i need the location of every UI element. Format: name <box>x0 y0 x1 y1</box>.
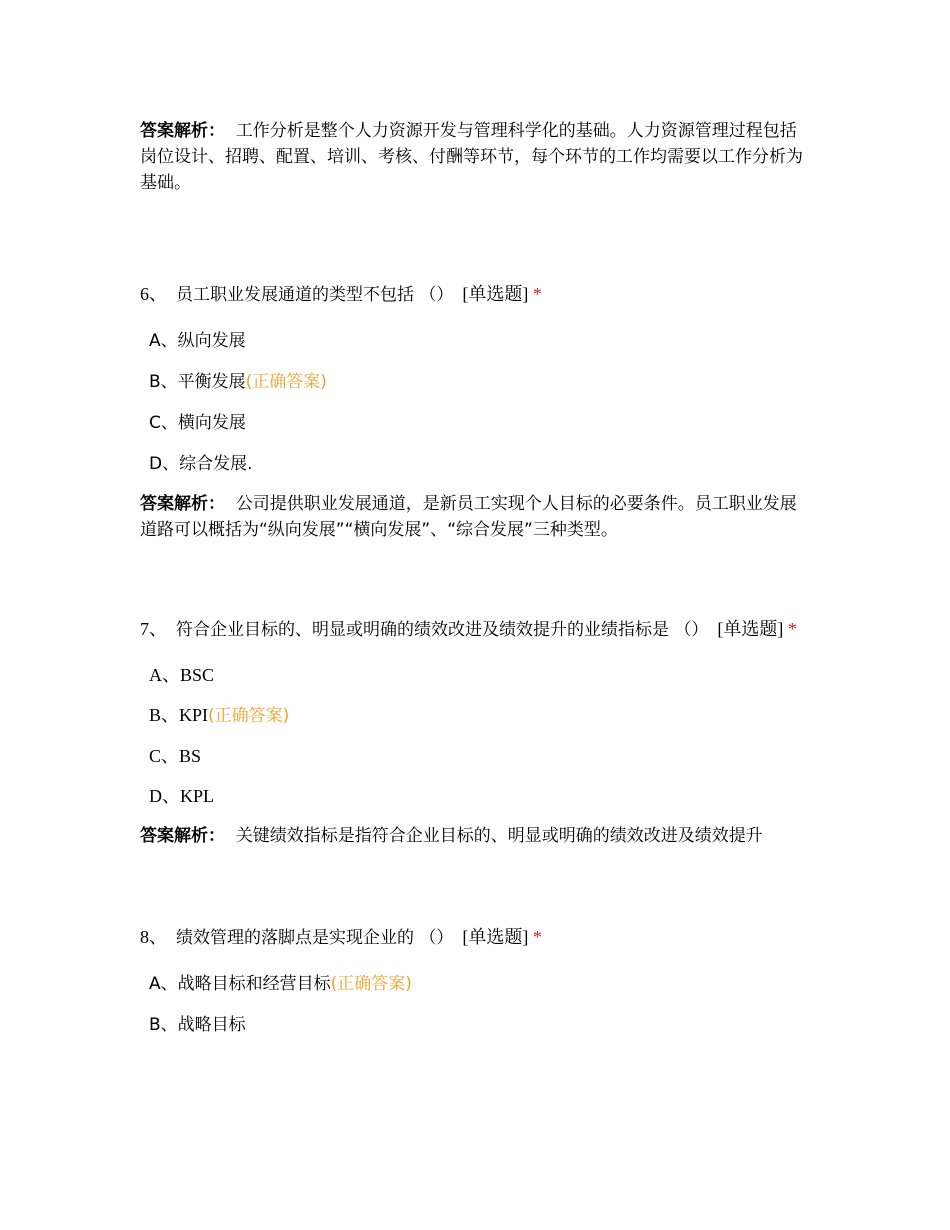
analysis-label: 答案解析： <box>140 826 225 846</box>
answer-analysis-q7 <box>140 823 812 849</box>
correct-answer-tag: (正确答案) <box>208 706 290 726</box>
answer-analysis-q5 <box>140 118 812 196</box>
option-label: C、横向发展 <box>149 413 246 433</box>
correct-answer-tag: (正确答案) <box>330 974 412 994</box>
options-list <box>140 327 812 477</box>
options-list <box>140 970 812 1038</box>
analysis-label: 答案解析： <box>140 121 225 141</box>
option-label: D、KPL <box>149 786 215 806</box>
question-title <box>140 274 812 315</box>
question-type: [单选题] <box>462 284 529 304</box>
option-label: C、BS <box>149 746 202 766</box>
document-content <box>140 118 812 1052</box>
option-label: A、纵向发展 <box>149 331 246 351</box>
option-label: B、战略目标 <box>149 1015 246 1035</box>
option-a <box>149 327 812 354</box>
option-d <box>149 783 812 809</box>
question-title <box>140 917 812 958</box>
option-label: B、KPI <box>149 705 209 725</box>
options-list <box>140 662 812 809</box>
required-asterisk: * <box>532 927 542 947</box>
analysis-label: 答案解析： <box>140 494 225 514</box>
analysis-text: 公司提供职业发展通道，是新员工实现个人目标的必要条件。员工职业发展道路可以概括为“纵向发展”“横向发展”、“综合发展”三种类型。 <box>140 494 797 540</box>
option-a <box>149 662 812 688</box>
question-title <box>140 609 812 650</box>
option-b <box>149 702 812 729</box>
question-text: 符合企业目标的、明显或明确的绩效改进及绩效提升的业绩指标是 （） <box>176 620 709 640</box>
answer-analysis-q6 <box>140 491 812 543</box>
option-b <box>149 368 812 395</box>
analysis-text: 工作分析是整个人力资源开发与管理科学化的基础。人力资源管理过程包括岗位设计、招聘、配置、培训、考核、付酬等环节，每个环节的工作均需要以工作分析为基础。 <box>140 121 803 193</box>
option-label: A、战略目标和经营目标 <box>149 974 331 994</box>
question-number: 6、 <box>140 284 167 304</box>
option-c <box>149 409 812 436</box>
option-c <box>149 743 812 769</box>
option-a <box>149 970 812 997</box>
question-text: 绩效管理的落脚点是实现企业的 （） <box>176 928 454 948</box>
question-text: 员工职业发展通道的类型不包括 （） <box>176 285 454 305</box>
question-type: [单选题] <box>717 619 784 639</box>
question-number: 8、 <box>140 927 167 947</box>
option-d <box>149 450 812 477</box>
question-7 <box>140 609 812 849</box>
required-asterisk: * <box>532 284 542 304</box>
question-8 <box>140 917 812 1038</box>
option-b <box>149 1011 812 1038</box>
question-number: 7、 <box>140 619 167 639</box>
option-label: D、综合发展. <box>149 454 253 474</box>
required-asterisk: * <box>787 619 797 639</box>
option-label: B、平衡发展 <box>149 372 246 392</box>
correct-answer-tag: (正确答案) <box>245 372 327 392</box>
analysis-text: 关键绩效指标是指符合企业目标的、明显或明确的绩效改进及绩效提升 <box>235 826 763 846</box>
question-6 <box>140 274 812 543</box>
question-type: [单选题] <box>462 927 529 947</box>
option-label: A、BSC <box>149 665 215 685</box>
